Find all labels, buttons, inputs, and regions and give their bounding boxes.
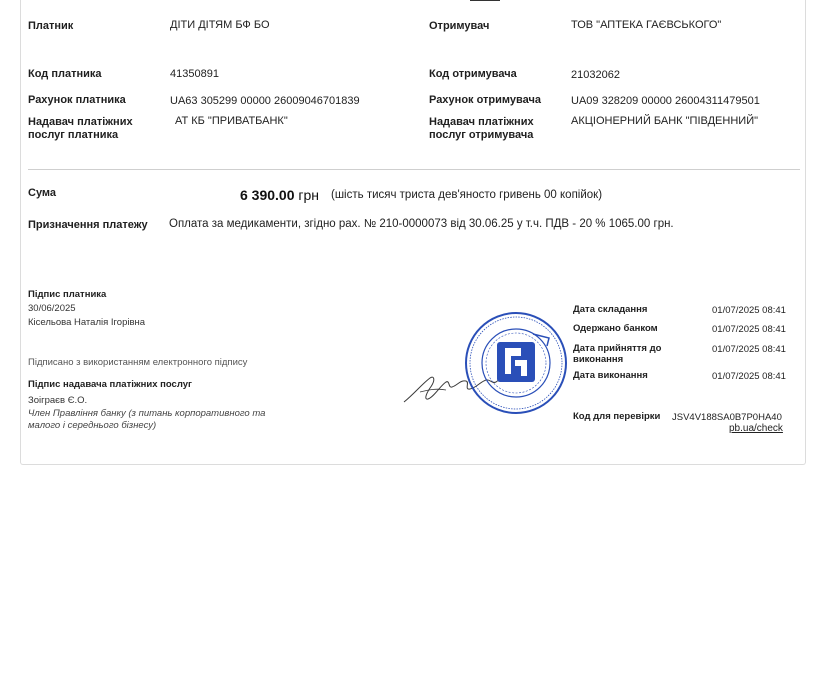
payer-account-label: Рахунок платника [28,94,126,106]
section-divider [28,169,800,170]
check-link[interactable]: pb.ua/check [729,423,783,434]
executed-date-label: Дата виконання [573,370,648,381]
sum-currency: грн [298,187,320,203]
created-date: 01/07/2025 08:41 [712,305,786,316]
sum-in-words: (шість тисяч триста дев'яносто гривень 00 копійок) [331,189,603,201]
payer-signature-date: 30/06/2025 [28,303,76,314]
executed-date: 01/07/2025 08:41 [712,371,786,382]
bank-stamp [463,310,569,416]
check-code-label: Код для перевірки [573,411,661,422]
purpose-label: Призначення платежу [28,219,148,231]
payer-name: ДІТИ ДІТЯМ БФ БО [170,19,270,31]
payer-provider: АТ КБ "ПРИВАТБАНК" [175,115,288,127]
payer-provider-label: Надавач платіжних послуг платника [28,116,133,141]
recipient-provider-label: Надавач платіжних послуг отримувача [429,116,534,141]
sum-amount [240,187,319,203]
recipient-code-label: Код отримувача [429,68,517,80]
payer-code-label: Код платника [28,68,102,80]
recipient-account-label: Рахунок отримувача [429,94,541,106]
sum-label: Сума [28,187,57,199]
recipient-provider: АКЦІОНЕРНИЙ БАНК "ПІВДЕННИЙ" [571,115,758,127]
esign-note: Підписано з використанням електронного підпису [28,357,248,368]
payer-signature-name: Кісельова Наталія Ігорівна [28,317,146,328]
sum-amount-value: 6 390.00 [240,187,295,203]
created-date-label: Дата складання [573,304,648,315]
payer-label: Платник [28,20,74,32]
payer-code: 41350891 [170,68,219,80]
recipient-code: 21032062 [571,69,620,81]
provider-signature-role: Член Правління банку (з питань корпоративного та малого і середнього бізнесу) [28,408,266,431]
recipient-name: ТОВ "АПТЕКА ГАЄВСЬКОГО" [571,19,722,31]
accepted-date-label: Дата прийняття до виконання [573,343,662,365]
provider-signature-name: Зоіграєв Є.О. [28,395,88,406]
payer-account: UA63 305299 00000 26009046701839 [170,95,360,107]
recipient-account: UA09 328209 00000 26004311479501 [571,95,760,107]
recipient-label: Отримувач [429,20,490,32]
received-date-label: Одержано банком [573,323,658,334]
provider-signature-label: Підпис надавача платіжних послуг [28,379,192,390]
purpose-text: Оплата за медикаменти, згідно рах. № 210-0000073 від 30.06.25 у т.ч. ПДВ - 20 % 1065.00 грн. [169,218,674,230]
accepted-date: 01/07/2025 08:41 [712,344,786,355]
payer-signature-label: Підпис платника [28,289,107,300]
received-date: 01/07/2025 08:41 [712,324,786,335]
check-code: JSV4V188SA0B7P0HA40 [672,412,782,423]
